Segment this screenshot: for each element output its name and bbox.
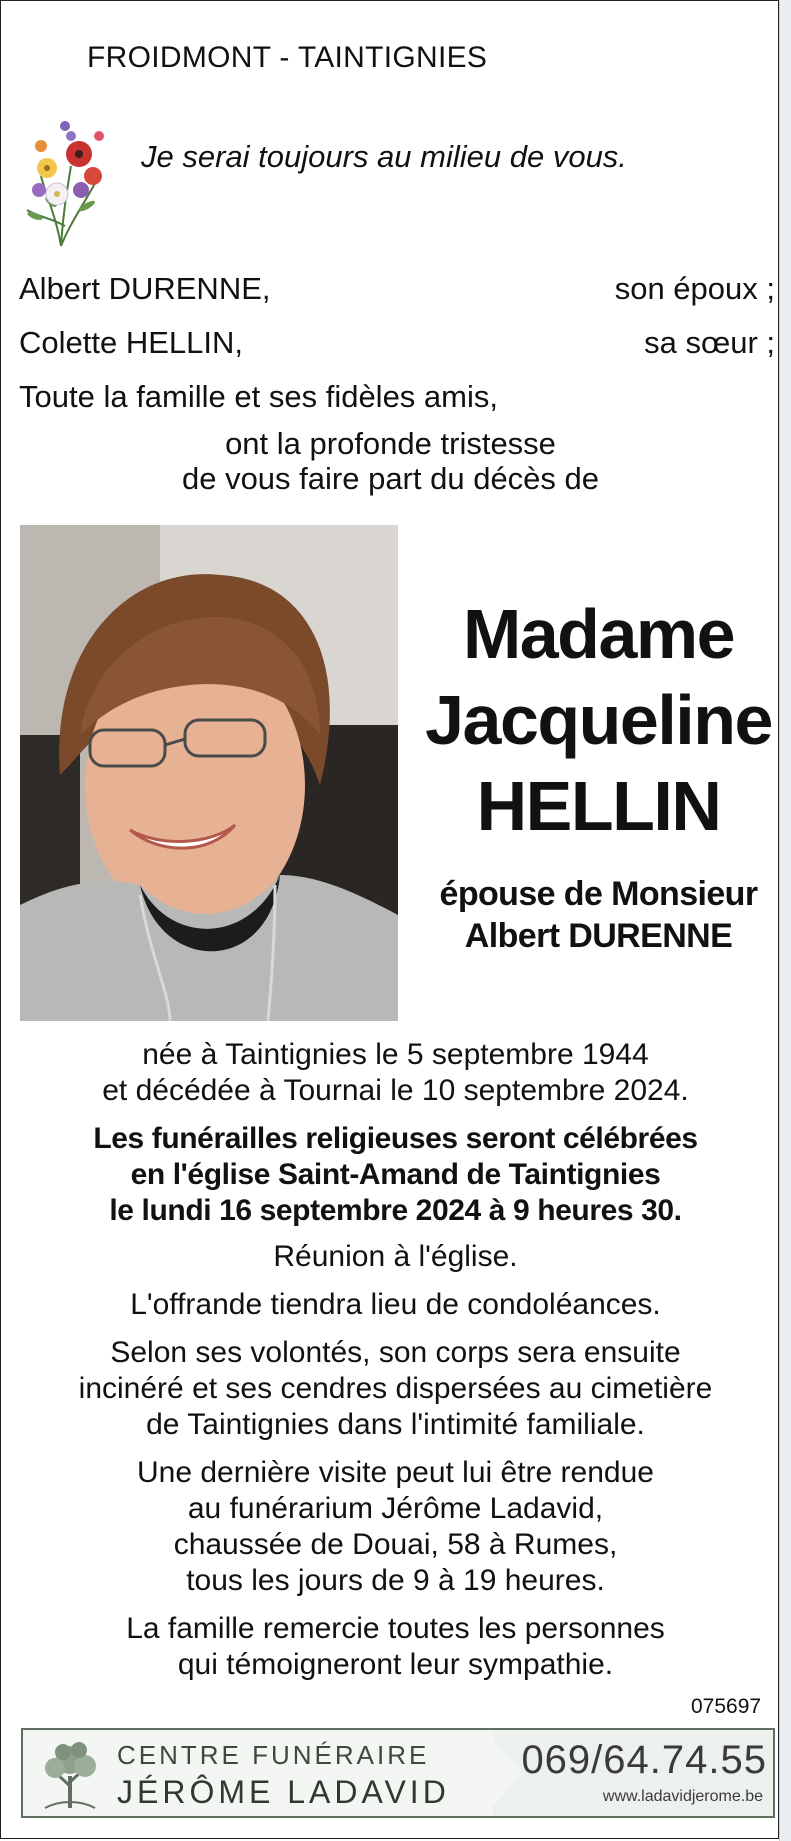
- funeral-block: [11, 1121, 780, 1229]
- family-row-sister: [19, 325, 775, 361]
- wishes-line: Selon ses volontés, son corps sera ensuite: [110, 1336, 681, 1369]
- thanks-block: [11, 1611, 780, 1683]
- spouse-line: Albert DURENNE: [464, 917, 733, 955]
- funeral-home-label: CENTRE FUNÉRAIRE: [117, 1740, 430, 1770]
- date-line: née à Taintignies le 5 septembre 1944: [142, 1038, 649, 1071]
- wishes-line: de Taintignies dans l'intimité familiale.: [146, 1408, 645, 1441]
- deceased-title: Madame: [462, 595, 735, 673]
- visit-line: Une dernière visite peut lui être rendue: [137, 1456, 654, 1489]
- locality-heading: FROIDMONT - TAINTIGNIES: [87, 41, 488, 74]
- tree-logo-icon: [35, 1738, 105, 1810]
- offering-line: L'offrande tiendra lieu de condoléances.: [130, 1288, 661, 1321]
- date-line: et décédée à Tournai le 10 septembre 2024.: [102, 1074, 689, 1107]
- visit-line: tous les jours de 9 à 19 heures.: [186, 1564, 605, 1597]
- thanks-line: qui témoigneront leur sympathie.: [177, 1648, 614, 1681]
- family-relation: sa sœur ;: [644, 325, 775, 360]
- dates-block: [11, 1037, 780, 1109]
- announcement-line: de vous faire part du décès de: [181, 461, 600, 496]
- portrait-photo: [20, 525, 398, 1021]
- wishes-block: [11, 1335, 780, 1443]
- visit-line: chaussée de Douai, 58 à Rumes,: [173, 1528, 618, 1561]
- family-note: Toute la famille et ses fidèles amis,: [19, 379, 498, 414]
- funeral-home-name: JÉRÔME LADAVID: [117, 1774, 450, 1810]
- deceased-name: [421, 591, 776, 849]
- funeral-home-banner[interactable]: [21, 1728, 775, 1818]
- website-link[interactable]: www.ladavidjerome.be: [602, 1788, 763, 1805]
- visit-block: [11, 1455, 780, 1599]
- epitaph-quote: Je serai toujours au milieu de vous.: [141, 139, 627, 174]
- announcement-line: ont la profonde tristesse: [225, 426, 556, 461]
- funeral-line: en l'église Saint-Amand de Taintignies: [130, 1158, 661, 1191]
- spouse-line: épouse de Monsieur: [439, 875, 758, 913]
- family-row-spouse: [19, 271, 775, 307]
- thanks-line: La famille remercie toutes les personnes: [126, 1612, 665, 1645]
- funeral-line: Les funérailles religieuses seront célébrées: [93, 1122, 698, 1155]
- visit-line: au funérarium Jérôme Ladavid,: [187, 1492, 604, 1525]
- reference-number: 075697: [691, 1695, 762, 1718]
- page-edge: [779, 0, 791, 1841]
- deceased-last-name: HELLIN: [476, 767, 721, 845]
- funeral-line: le lundi 16 septembre 2024 à 9 heures 30.: [109, 1194, 682, 1227]
- family-name: Albert DURENNE,: [19, 271, 271, 306]
- phone-number[interactable]: 069/64.74.55: [521, 1738, 767, 1782]
- spouse-info: [416, 873, 781, 957]
- meeting-line: Réunion à l'église.: [273, 1240, 518, 1273]
- wishes-line: incinéré et ses cendres dispersées au cimetière: [78, 1372, 713, 1405]
- flower-bouquet-icon: [21, 106, 113, 248]
- deceased-first-name: Jacqueline: [425, 681, 772, 759]
- family-relation: son époux ;: [614, 271, 775, 306]
- family-name: Colette HELLIN,: [19, 325, 243, 360]
